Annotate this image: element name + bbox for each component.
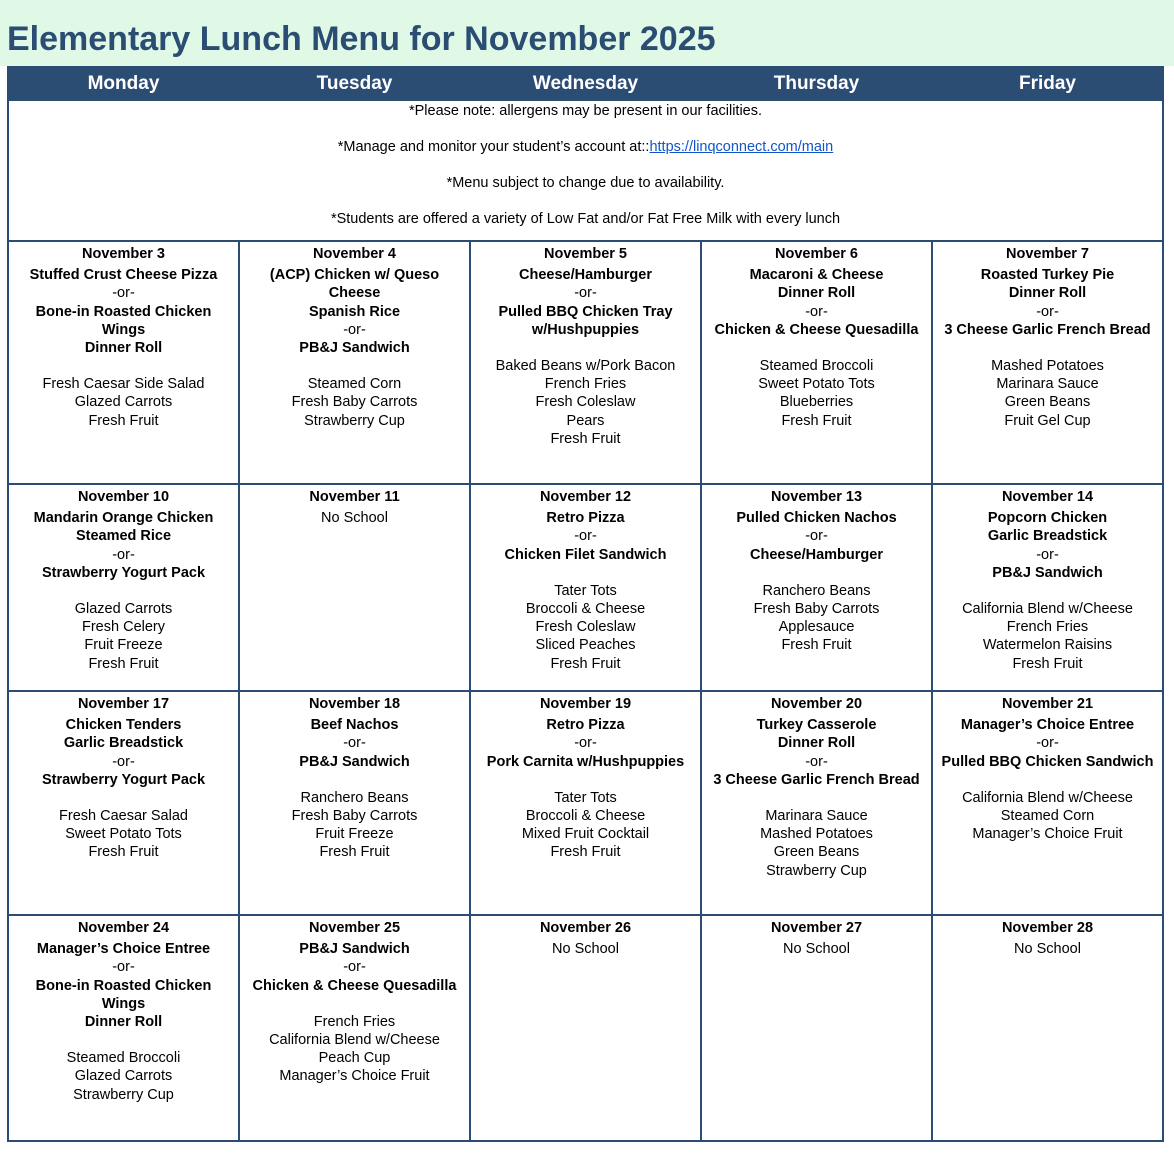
side-item: Watermelon Raisins bbox=[982, 637, 1113, 654]
day-date: November 3 bbox=[81, 246, 165, 262]
or-separator: -or- bbox=[343, 959, 366, 976]
account-note bbox=[9, 138, 1162, 156]
day-date: November 18 bbox=[308, 696, 401, 712]
entree-item: Strawberry Yogurt Pack bbox=[41, 564, 206, 581]
day-cell bbox=[932, 915, 1163, 1141]
side-item: Fresh Caesar Salad bbox=[59, 808, 188, 825]
day-cell bbox=[932, 691, 1163, 915]
day-cell bbox=[470, 484, 701, 691]
day-cell bbox=[8, 915, 239, 1141]
or-separator: -or- bbox=[112, 285, 135, 302]
weekday-header-row bbox=[8, 67, 1163, 100]
or-separator: -or- bbox=[574, 735, 597, 752]
entree-item: Steamed Rice bbox=[75, 528, 172, 545]
side-items bbox=[706, 582, 927, 655]
or-separator: -or- bbox=[574, 528, 597, 545]
side-item: Sweet Potato Tots bbox=[65, 826, 182, 843]
day-cell bbox=[239, 691, 470, 915]
day-note: No School bbox=[321, 510, 388, 527]
side-item: Fresh Baby Carrots bbox=[753, 601, 880, 618]
day-date: November 12 bbox=[539, 489, 632, 505]
day-cell bbox=[701, 241, 932, 484]
side-item: Fresh Fruit bbox=[781, 637, 852, 654]
day-date: November 10 bbox=[77, 489, 170, 505]
side-items bbox=[244, 789, 465, 862]
entree-item: Manager’s Choice Entree bbox=[960, 717, 1135, 734]
entree-item: Spanish Rice bbox=[308, 303, 401, 320]
day-note: No School bbox=[1014, 941, 1081, 958]
side-item: Fresh Fruit bbox=[550, 430, 621, 447]
side-item: Fresh Fruit bbox=[781, 412, 852, 429]
entree-item: Beef Nachos bbox=[310, 717, 399, 734]
side-items bbox=[244, 375, 465, 430]
side-item: California Blend w/Cheese bbox=[962, 601, 1133, 618]
side-item: Green Beans bbox=[773, 844, 860, 861]
entree-item: Stuffed Crust Cheese Pizza bbox=[29, 267, 218, 284]
side-item: Fresh Fruit bbox=[88, 412, 159, 429]
or-separator: -or- bbox=[805, 303, 828, 320]
day-cell bbox=[239, 484, 470, 691]
day-cell bbox=[470, 691, 701, 915]
side-item: Fresh Fruit bbox=[88, 655, 159, 672]
side-item: Mixed Fruit Cocktail bbox=[521, 826, 650, 843]
side-item: Fresh Fruit bbox=[88, 844, 159, 861]
side-item: Fresh Baby Carrots bbox=[291, 808, 418, 825]
entree-item: Garlic Breadstick bbox=[987, 528, 1108, 545]
side-item: Steamed Corn bbox=[1000, 808, 1095, 825]
entree-item: Chicken Tenders bbox=[65, 717, 182, 734]
change-note: *Menu subject to change due to availability. bbox=[446, 175, 725, 191]
side-item: Steamed Broccoli bbox=[66, 1050, 181, 1067]
side-item: Strawberry Cup bbox=[766, 862, 867, 879]
or-separator: -or- bbox=[112, 753, 135, 770]
entree-item: Dinner Roll bbox=[777, 735, 856, 752]
side-item: French Fries bbox=[544, 376, 627, 393]
day-date: November 26 bbox=[539, 920, 632, 936]
side-item: Fruit Freeze bbox=[84, 637, 163, 654]
day-cell bbox=[701, 915, 932, 1141]
or-separator: -or- bbox=[805, 528, 828, 545]
or-separator: -or- bbox=[574, 285, 597, 302]
day-cell bbox=[470, 915, 701, 1141]
week-row bbox=[8, 691, 1163, 915]
entree-item: Turkey Casserole bbox=[756, 717, 877, 734]
weekday-wednesday: Wednesday bbox=[470, 67, 701, 100]
day-date: November 5 bbox=[543, 246, 627, 262]
entree-item: Dinner Roll bbox=[777, 285, 856, 302]
side-items bbox=[475, 357, 696, 448]
day-cell bbox=[8, 241, 239, 484]
weekday-thursday: Thursday bbox=[701, 67, 932, 100]
side-item: Fresh Fruit bbox=[319, 844, 390, 861]
entree-item: Pulled Chicken Nachos bbox=[736, 510, 897, 527]
allergen-note: *Please note: allergens may be present in our facilities. bbox=[408, 103, 763, 119]
side-item: Tater Tots bbox=[554, 789, 617, 806]
entree-item: PB&J Sandwich bbox=[299, 753, 410, 770]
entree-item: Chicken & Cheese Quesadilla bbox=[252, 977, 457, 994]
side-item: Green Beans bbox=[1004, 394, 1091, 411]
or-separator: -or- bbox=[112, 959, 135, 976]
side-item: Fruit Gel Cup bbox=[1004, 412, 1091, 429]
day-date: November 20 bbox=[770, 696, 863, 712]
side-item: Strawberry Cup bbox=[304, 412, 405, 429]
side-items bbox=[706, 807, 927, 880]
side-item: Fresh Coleslaw bbox=[535, 619, 636, 636]
side-item: French Fries bbox=[313, 1013, 396, 1030]
side-item: Broccoli & Cheese bbox=[525, 808, 646, 825]
side-item: Fresh Fruit bbox=[550, 655, 621, 672]
entree-item: Roasted Turkey Pie bbox=[980, 267, 1115, 284]
side-items bbox=[937, 789, 1158, 844]
side-item: Blueberries bbox=[779, 394, 854, 411]
side-item: Sweet Potato Tots bbox=[758, 376, 875, 393]
week-row bbox=[8, 915, 1163, 1141]
entree-item: Manager’s Choice Entree bbox=[36, 941, 211, 958]
side-item: Ranchero Beans bbox=[300, 789, 409, 806]
entree-item: Chicken Filet Sandwich bbox=[504, 546, 667, 563]
side-items bbox=[13, 807, 234, 862]
side-items bbox=[475, 789, 696, 862]
side-item: Fresh Caesar Side Salad bbox=[42, 376, 205, 393]
page-title: Elementary Lunch Menu for November 2025 bbox=[7, 20, 716, 58]
day-cell bbox=[932, 241, 1163, 484]
day-date: November 4 bbox=[312, 246, 396, 262]
side-items bbox=[475, 582, 696, 673]
or-separator: -or- bbox=[1036, 303, 1059, 320]
entree-item: Pulled BBQ Chicken Tray w/Hushpuppies bbox=[498, 303, 673, 338]
side-item: Mashed Potatoes bbox=[760, 826, 873, 843]
entree-item: Retro Pizza bbox=[546, 510, 625, 527]
side-item: Marinara Sauce bbox=[765, 808, 868, 825]
side-item: Baked Beans w/Pork Bacon bbox=[495, 358, 676, 375]
day-cell bbox=[932, 484, 1163, 691]
side-item: Strawberry Cup bbox=[73, 1086, 174, 1103]
side-item: Fruit Freeze bbox=[315, 826, 394, 843]
day-note: No School bbox=[552, 941, 619, 958]
entree-item: Retro Pizza bbox=[546, 717, 625, 734]
or-separator: -or- bbox=[1036, 546, 1059, 563]
side-item: Fresh Fruit bbox=[550, 844, 621, 861]
or-separator: -or- bbox=[112, 546, 135, 563]
entree-item: 3 Cheese Garlic French Bread bbox=[713, 771, 920, 788]
entree-item: Mandarin Orange Chicken bbox=[33, 510, 214, 527]
or-separator: -or- bbox=[1036, 735, 1059, 752]
entree-item: Strawberry Yogurt Pack bbox=[41, 771, 206, 788]
entree-item: Cheese/Hamburger bbox=[519, 267, 652, 284]
side-items bbox=[937, 357, 1158, 430]
side-item: French Fries bbox=[1006, 619, 1089, 636]
day-cell bbox=[8, 484, 239, 691]
entree-item: PB&J Sandwich bbox=[992, 564, 1103, 581]
day-date: November 28 bbox=[1001, 920, 1094, 936]
day-cell bbox=[470, 241, 701, 484]
entree-item: 3 Cheese Garlic French Bread bbox=[944, 321, 1151, 338]
side-items bbox=[13, 600, 234, 673]
day-date: November 7 bbox=[1005, 246, 1089, 262]
side-item: Glazed Carrots bbox=[74, 1068, 173, 1085]
side-item: Mashed Potatoes bbox=[991, 358, 1104, 375]
day-cell bbox=[701, 691, 932, 915]
side-item: Steamed Corn bbox=[307, 376, 402, 393]
day-date: November 11 bbox=[309, 489, 400, 505]
side-item: Broccoli & Cheese bbox=[525, 601, 646, 618]
entree-item: Bone-in Roasted Chicken Wings bbox=[35, 303, 212, 338]
entree-item: PB&J Sandwich bbox=[299, 340, 410, 357]
day-date: November 24 bbox=[77, 920, 170, 936]
side-item: Marinara Sauce bbox=[996, 376, 1099, 393]
side-item: Tater Tots bbox=[554, 582, 617, 599]
day-date: November 6 bbox=[774, 246, 858, 262]
day-date: November 21 bbox=[1001, 696, 1094, 712]
side-item: Glazed Carrots bbox=[74, 394, 173, 411]
side-items bbox=[937, 600, 1158, 673]
entree-item: PB&J Sandwich bbox=[299, 941, 410, 958]
side-item: California Blend w/Cheese bbox=[962, 789, 1133, 806]
entree-item: Macaroni & Cheese bbox=[749, 267, 884, 284]
side-item: Pears bbox=[566, 412, 605, 429]
day-date: November 13 bbox=[770, 489, 863, 505]
entree-item: Pork Carnita w/Hushpuppies bbox=[486, 753, 685, 770]
linqconnect-link[interactable]: https://linqconnect.com/main bbox=[649, 139, 834, 155]
weekday-tuesday: Tuesday bbox=[239, 67, 470, 100]
or-separator: -or- bbox=[343, 321, 366, 338]
side-item: Fresh Celery bbox=[82, 619, 165, 636]
weekday-friday: Friday bbox=[932, 67, 1163, 100]
entree-item: Cheese/Hamburger bbox=[750, 546, 883, 563]
side-items bbox=[13, 1049, 234, 1104]
day-date: November 17 bbox=[77, 696, 170, 712]
day-date: November 25 bbox=[308, 920, 401, 936]
side-item: Applesauce bbox=[778, 619, 855, 636]
day-cell bbox=[701, 484, 932, 691]
entree-item: Chicken & Cheese Quesadilla bbox=[714, 321, 919, 338]
account-note-text: *Manage and monitor your student’s account at:: bbox=[337, 139, 650, 155]
week-row bbox=[8, 484, 1163, 691]
side-item: Fresh Fruit bbox=[1012, 655, 1083, 672]
or-separator: -or- bbox=[343, 735, 366, 752]
day-date: November 14 bbox=[1001, 489, 1094, 505]
side-item: Peach Cup bbox=[318, 1050, 391, 1067]
day-cell bbox=[8, 691, 239, 915]
entree-item: Bone-in Roasted Chicken Wings bbox=[35, 977, 212, 1012]
side-item: California Blend w/Cheese bbox=[269, 1032, 440, 1049]
day-cell bbox=[239, 241, 470, 484]
entree-item: Popcorn Chicken bbox=[987, 510, 1108, 527]
side-items bbox=[706, 357, 927, 430]
or-separator: -or- bbox=[805, 753, 828, 770]
entree-item: Dinner Roll bbox=[1008, 285, 1087, 302]
week-row bbox=[8, 241, 1163, 484]
side-item: Manager’s Choice Fruit bbox=[279, 1068, 430, 1085]
side-items bbox=[244, 1013, 465, 1086]
milk-note: *Students are offered a variety of Low Fat and/or Fat Free Milk with every lunch bbox=[330, 211, 841, 227]
entree-item: Dinner Roll bbox=[84, 1014, 163, 1031]
entree-item: (ACP) Chicken w/ Queso Cheese bbox=[269, 267, 440, 302]
notes-row bbox=[8, 100, 1163, 241]
side-item: Fresh Baby Carrots bbox=[291, 394, 418, 411]
side-item: Ranchero Beans bbox=[762, 582, 871, 599]
side-item: Fresh Coleslaw bbox=[535, 394, 636, 411]
entree-item: Dinner Roll bbox=[84, 340, 163, 357]
menu-calendar bbox=[7, 66, 1164, 1142]
entree-item: Garlic Breadstick bbox=[63, 735, 184, 752]
side-item: Glazed Carrots bbox=[74, 601, 173, 618]
day-date: November 27 bbox=[770, 920, 863, 936]
day-date: November 19 bbox=[539, 696, 632, 712]
day-cell bbox=[239, 915, 470, 1141]
day-note: No School bbox=[783, 941, 850, 958]
entree-item: Pulled BBQ Chicken Sandwich bbox=[941, 753, 1154, 770]
notes-cell bbox=[8, 100, 1163, 241]
side-item: Sliced Peaches bbox=[535, 637, 636, 654]
side-item: Manager’s Choice Fruit bbox=[972, 826, 1123, 843]
side-items bbox=[13, 375, 234, 430]
side-item: Steamed Broccoli bbox=[759, 358, 874, 375]
weekday-monday: Monday bbox=[8, 67, 239, 100]
